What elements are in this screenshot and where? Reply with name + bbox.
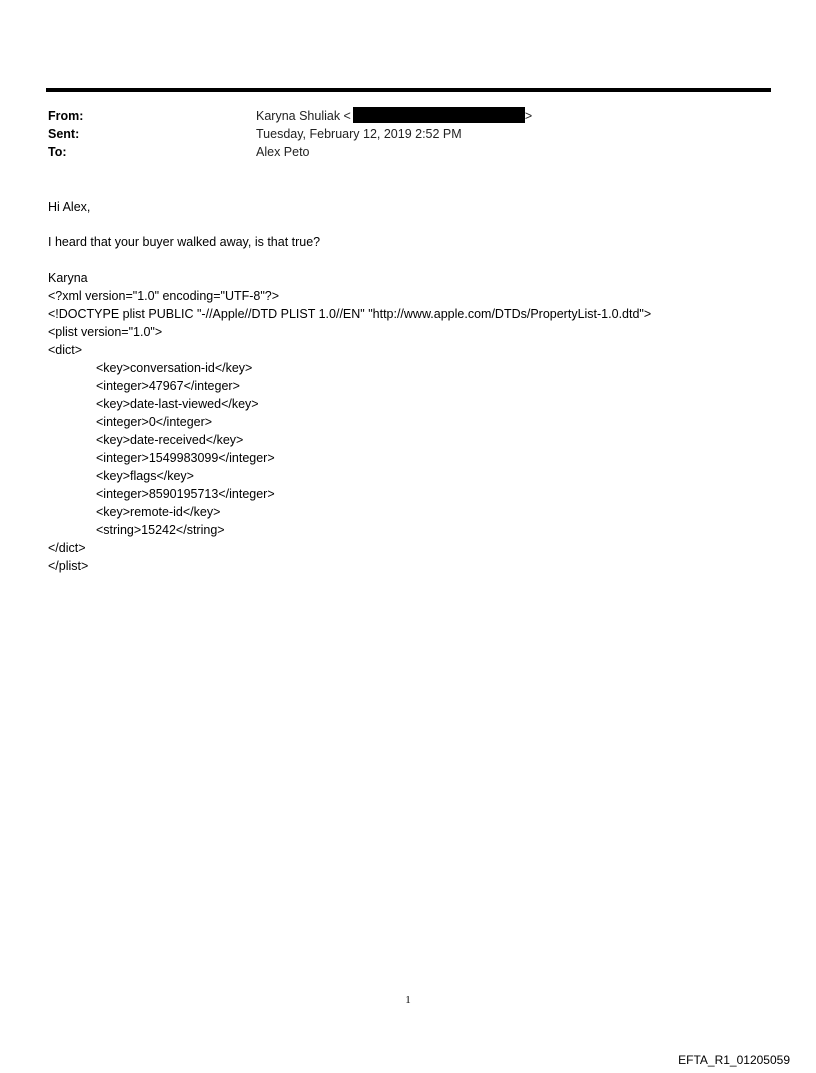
plist-value-line: <integer>8590195713</integer> [96, 487, 275, 501]
plist-key-line: <key>date-received</key> [96, 433, 244, 447]
dict-close-tag: </dict> [48, 541, 86, 555]
from-row [48, 107, 748, 125]
to-row [48, 143, 748, 161]
email-greeting: Hi Alex, [48, 200, 91, 214]
page-number: 1 [405, 994, 411, 1006]
plist-key-line: <key>remote-id</key> [96, 505, 221, 519]
doctype-line: <!DOCTYPE plist PUBLIC "-//Apple//DTD PLIST 1.0//EN" "http://www.apple.com/DTDs/PropertyList-1.0.dtd"> [48, 307, 652, 321]
to-value: Alex Peto [256, 145, 310, 159]
plist-value-line: <integer>1549983099</integer> [96, 451, 275, 465]
bates-number: EFTA_R1_01205059 [678, 1053, 790, 1067]
sender-email-close: > [524, 109, 533, 123]
plist-key-line: <key>flags</key> [96, 469, 194, 483]
header-divider [46, 88, 771, 92]
sent-label: Sent: [48, 127, 80, 141]
sent-row [48, 125, 748, 143]
email-message: I heard that your buyer walked away, is that true? [48, 235, 321, 249]
from-label: From: [48, 109, 84, 123]
sender-name: Karyna Shuliak < [256, 109, 351, 123]
plist-value-line: <integer>0</integer> [96, 415, 213, 429]
to-label: To: [48, 145, 67, 159]
redacted-email-box [353, 107, 525, 123]
xml-declaration: <?xml version="1.0" encoding="UTF-8"?> [48, 289, 280, 303]
plist-metadata [48, 287, 651, 575]
plist-open-tag: <plist version="1.0"> [48, 325, 163, 339]
plist-value-line: <string>15242</string> [96, 523, 225, 537]
plist-close-tag: </plist> [48, 559, 89, 573]
plist-key-line: <key>conversation-id</key> [96, 361, 253, 375]
dict-open-tag: <dict> [48, 343, 83, 357]
email-signature: Karyna [48, 271, 88, 285]
from-value [256, 107, 532, 125]
plist-key-line: <key>date-last-viewed</key> [96, 397, 259, 411]
sent-value: Tuesday, February 12, 2019 2:52 PM [256, 127, 462, 141]
plist-value-line: <integer>47967</integer> [96, 379, 240, 393]
